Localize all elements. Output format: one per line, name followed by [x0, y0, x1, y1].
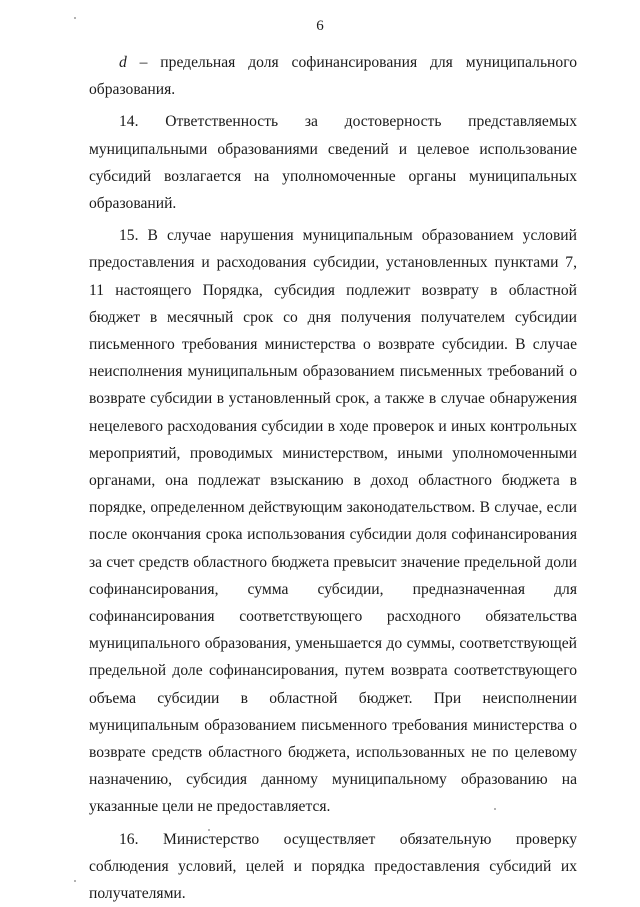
- paragraph-15: 15. В случае нарушения муниципальным образованием условий предоставления и расходования субсидии, установленных пунктами 7, 11 настоящего Порядка, субсидия подлежит возврату в областной бюджет в месячный срок со дня получения получателем субсидии письменного требования министерства о возврате субсидии. В случае неисполнения муниципальным образованием письменных требований о возврате субсидии в установленный срок, а также в случае обнаружения нецелевого расходования субсидии в ходе проверок и иных контрольных мероприятий, проводимых министерством, иными уполномоченными органами, она подлежат взысканию в доход областного бюджета в порядке, определенном действующим законодательством. В случае, если после окончания срока использования субсидии доля софинансирования за счет средств областного бюджета превысит значение предельной доли софинансирования, сумма субсидии, предназначенная для софинансирования соответствующего расходного обязательства муниципального образования, уменьшается до суммы, соответствующей предельной доле софинансирования, путем возврата соответствующего объема субсидии в областной бюджет. При неисполнении муниципальным образованием письменного требования министерства о возврате средств областного бюджета, использованных не по целевому назначению, субсидия данному муниципальному образованию на указанные цели не предоставляется.: [89, 227, 577, 816]
- paragraph-16: 16. Министерство осуществляет обязательную проверку соблюдения условий, целей и порядка предоставления субсидий их получателями.: [89, 830, 577, 903]
- scan-speck: [74, 880, 76, 882]
- scan-speck: [74, 17, 76, 19]
- variable-definition-text: – предельная доля софинансирования для муниципального образования.: [89, 54, 577, 99]
- paragraph-14: 14. Ответственность за достоверность представляемых муниципальными образованиями сведений и целевое использование субсидий возлагается на уполномоченные органы муниципальных образований.: [89, 113, 577, 213]
- document-body: [89, 49, 577, 907]
- paragraph-variable-definition: [89, 49, 577, 103]
- scan-speck: [208, 829, 210, 831]
- page-number: 6: [316, 18, 324, 34]
- variable-d: d: [119, 54, 127, 71]
- scan-speck: [494, 808, 496, 810]
